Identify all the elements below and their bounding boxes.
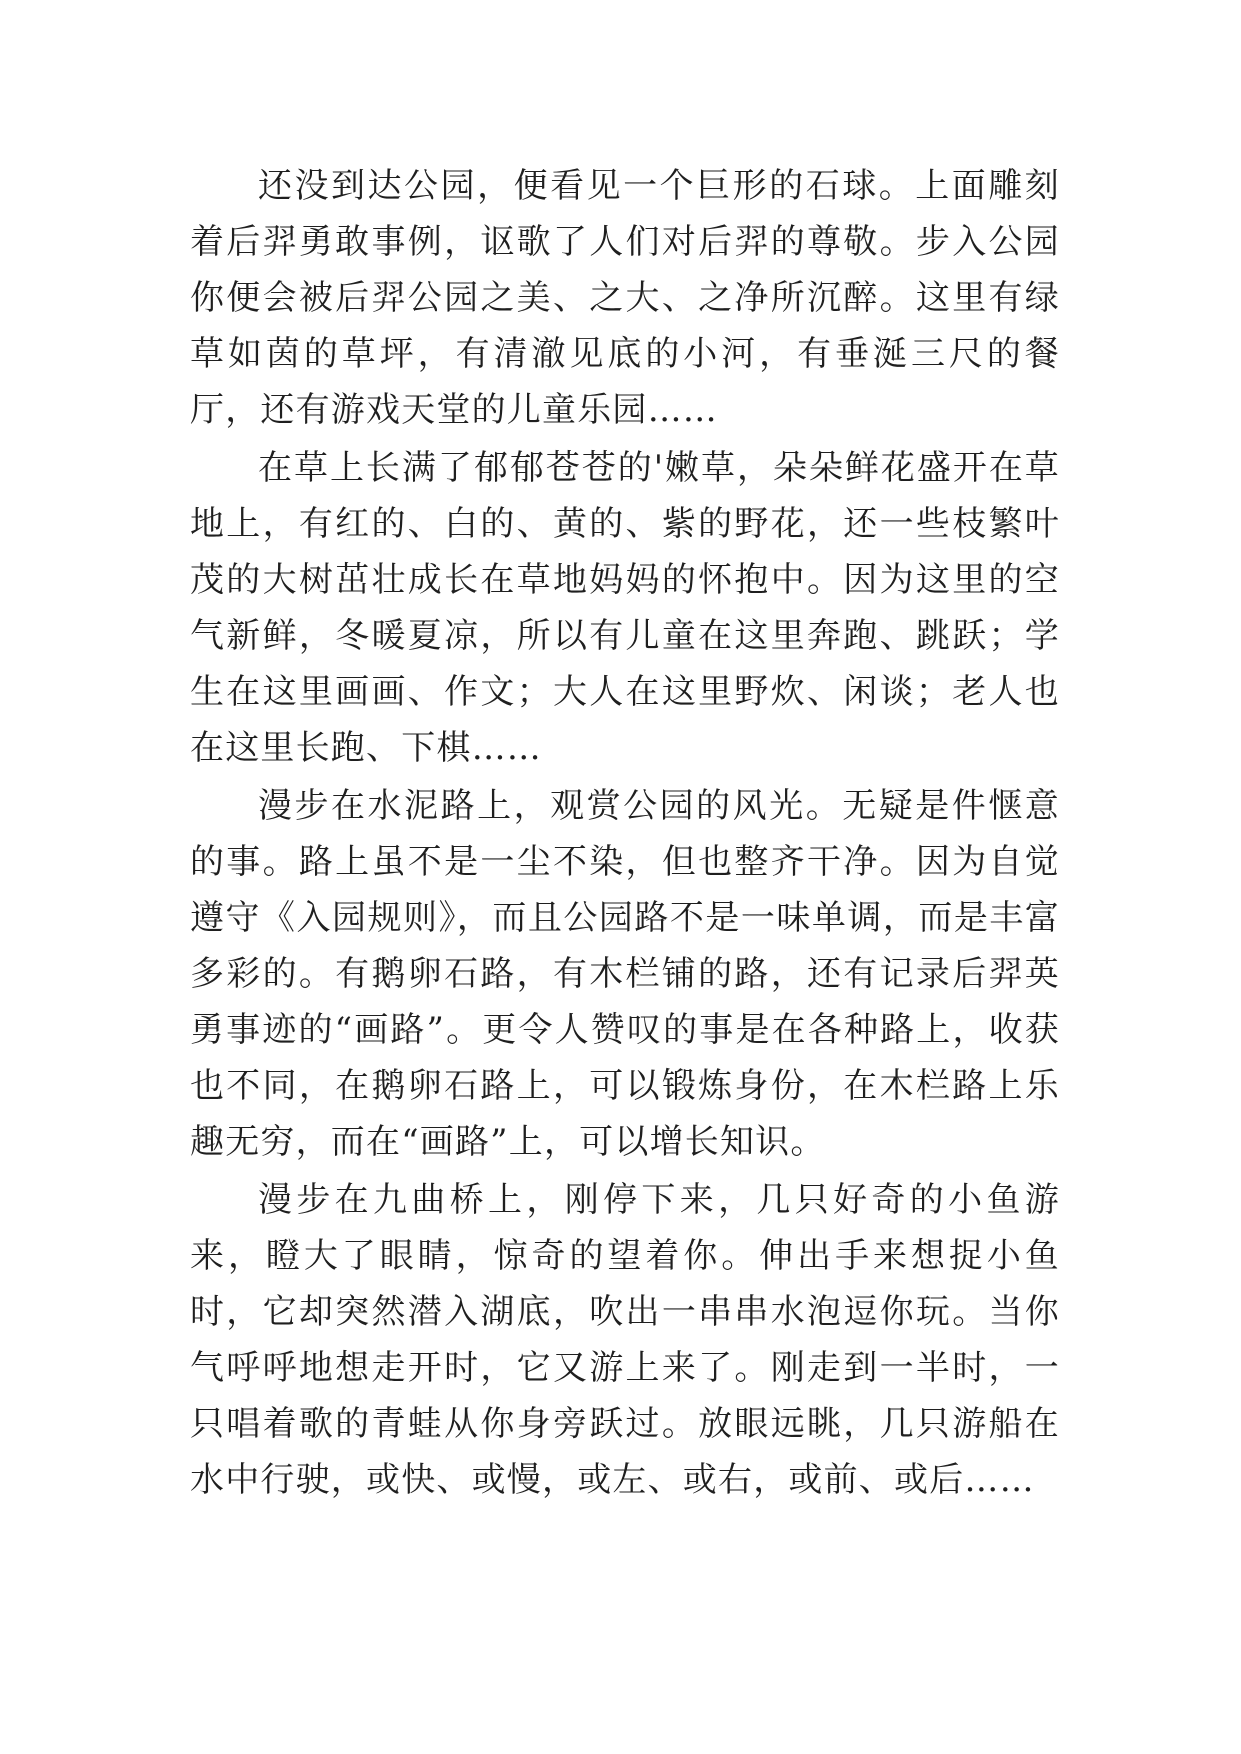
paragraph-paths: 漫步在水泥路上，观赏公园的风光。无疑是件惬意的事。路上虽不是一尘不染，但也整齐干净。因为自觉遵守《入园规则》，而且公园路不是一味单调，而是丰富多彩的。有鹅卵石路，有木栏铺的路，还有记录后羿英勇事迹的“画路”。更令人赞叹的事是在各种路上，收获也不同，在鹅卵石路上，可以锻炼身份，在木栏路上乐趣无穷，而在“画路”上，可以增长知识。 xyxy=(190,786,1060,1162)
essay-body xyxy=(190,158,1060,1510)
paragraph-bridge: 漫步在九曲桥上，刚停下来，几只好奇的小鱼游来，瞪大了眼睛，惊奇的望着你。伸出手来想捉小鱼时，它却突然潜入湖底，吹出一串串水泡逗你玩。当你气呼呼地想走开时，它又游上来了。刚走到一半时，一只唱着歌的青蛙从你身旁跃过。放眼远眺，几只游船在水中行驶，或快、或慢，或左、或右，或前、或后…… xyxy=(190,1180,1060,1500)
paragraph-stone-ball: 还没到达公园，便看见一个巨形的石球。上面雕刻着后羿勇敢事例，讴歌了人们对后羿的尊敬。步入公园你便会被后羿公园之美、之大、之净所沉醉。这里有绿草如茵的草坪，有清澈见底的小河，有垂涎三尺的餐厅，还有游戏天堂的儿童乐园…… xyxy=(190,166,1060,430)
paragraph-grass: 在草上长满了郁郁苍苍的'嫩草，朵朵鲜花盛开在草地上，有红的、白的、黄的、紫的野花，还一些枝繁叶茂的大树茁壮成长在草地妈妈的怀抱中。因为这里的空气新鲜，冬暖夏凉，所以有儿童在这里奔跑、跳跃；学生在这里画画、作文；大人在这里野炊、闲谈；老人也在这里长跑、下棋…… xyxy=(190,448,1060,768)
